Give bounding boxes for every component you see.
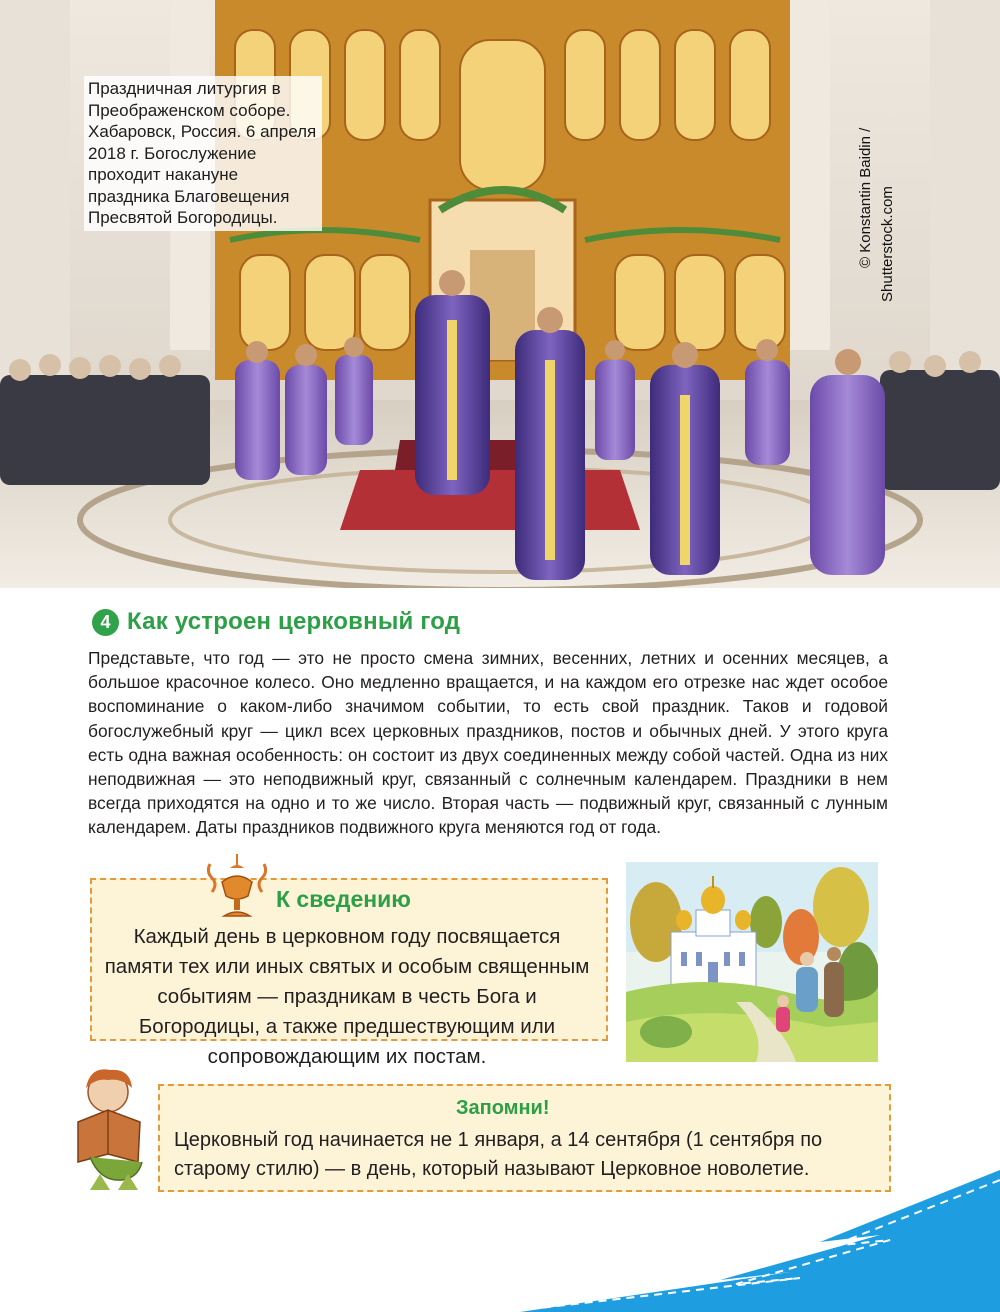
credit-line-2: Shutterstock.com [879,186,896,302]
reading-boy-icon [60,1062,170,1197]
section-number-badge: 4 [92,609,119,636]
page-corner-decoration [460,1150,1000,1312]
page-number: 9 [852,1194,864,1216]
photo-credit [833,90,913,302]
section-heading [92,608,460,636]
remember-text: Церковный год начинается не 1 января, а 14 сентября (1 сентября по старому стилю) — в день, который называют Церковное новолетие. [174,1129,823,1180]
credit-line-1: © Konstantin Baidin / [857,127,874,268]
church-family-illustration [626,862,878,1062]
remember-title: Запомни! [456,1097,550,1119]
section-title: Как устроен церковный год [127,608,461,635]
info-title: К сведению [276,886,411,912]
censer-icon [200,852,275,927]
info-text: Каждый день в церковном году посвящается памяти тех или иных святых и особым священным событиям — праздникам в честь Бога и Богородицы, а также предшествующим или сопровождающим их постам. [104,925,590,1068]
section-body-text: Представьте, что год — это не просто смена зимних, весенних, летних и осенних месяцев, а большое красочное колесо. Оно медленно вращается, и на каждом его отрезке нас ждет особое воспоминание о каком-либо значимом событии, то есть свой праздник. Таков и годовой богослужебный круг — цикл всех церковных праздников, постов и обычных дней. У этого круга есть одна важная особенность: он состоит из двух соединенных между собой частей. Одна из них неподвижная — это неподвижный круг, связанный с солнечным календарем. Праздники в нем всегда приходятся на одно и то же число. Вторая часть — подвижный круг, связанный с лунным календарем. Даты праздников подвижного круга меняются год от года. [88,648,888,838]
photo-caption: Праздничная литургия в Преображенском соборе. Хабаровск, Россия. 6 апреля 2018 г. Богослужение проходит накануне праздника Благовещения Пресвятой Богородицы. [84,76,322,231]
